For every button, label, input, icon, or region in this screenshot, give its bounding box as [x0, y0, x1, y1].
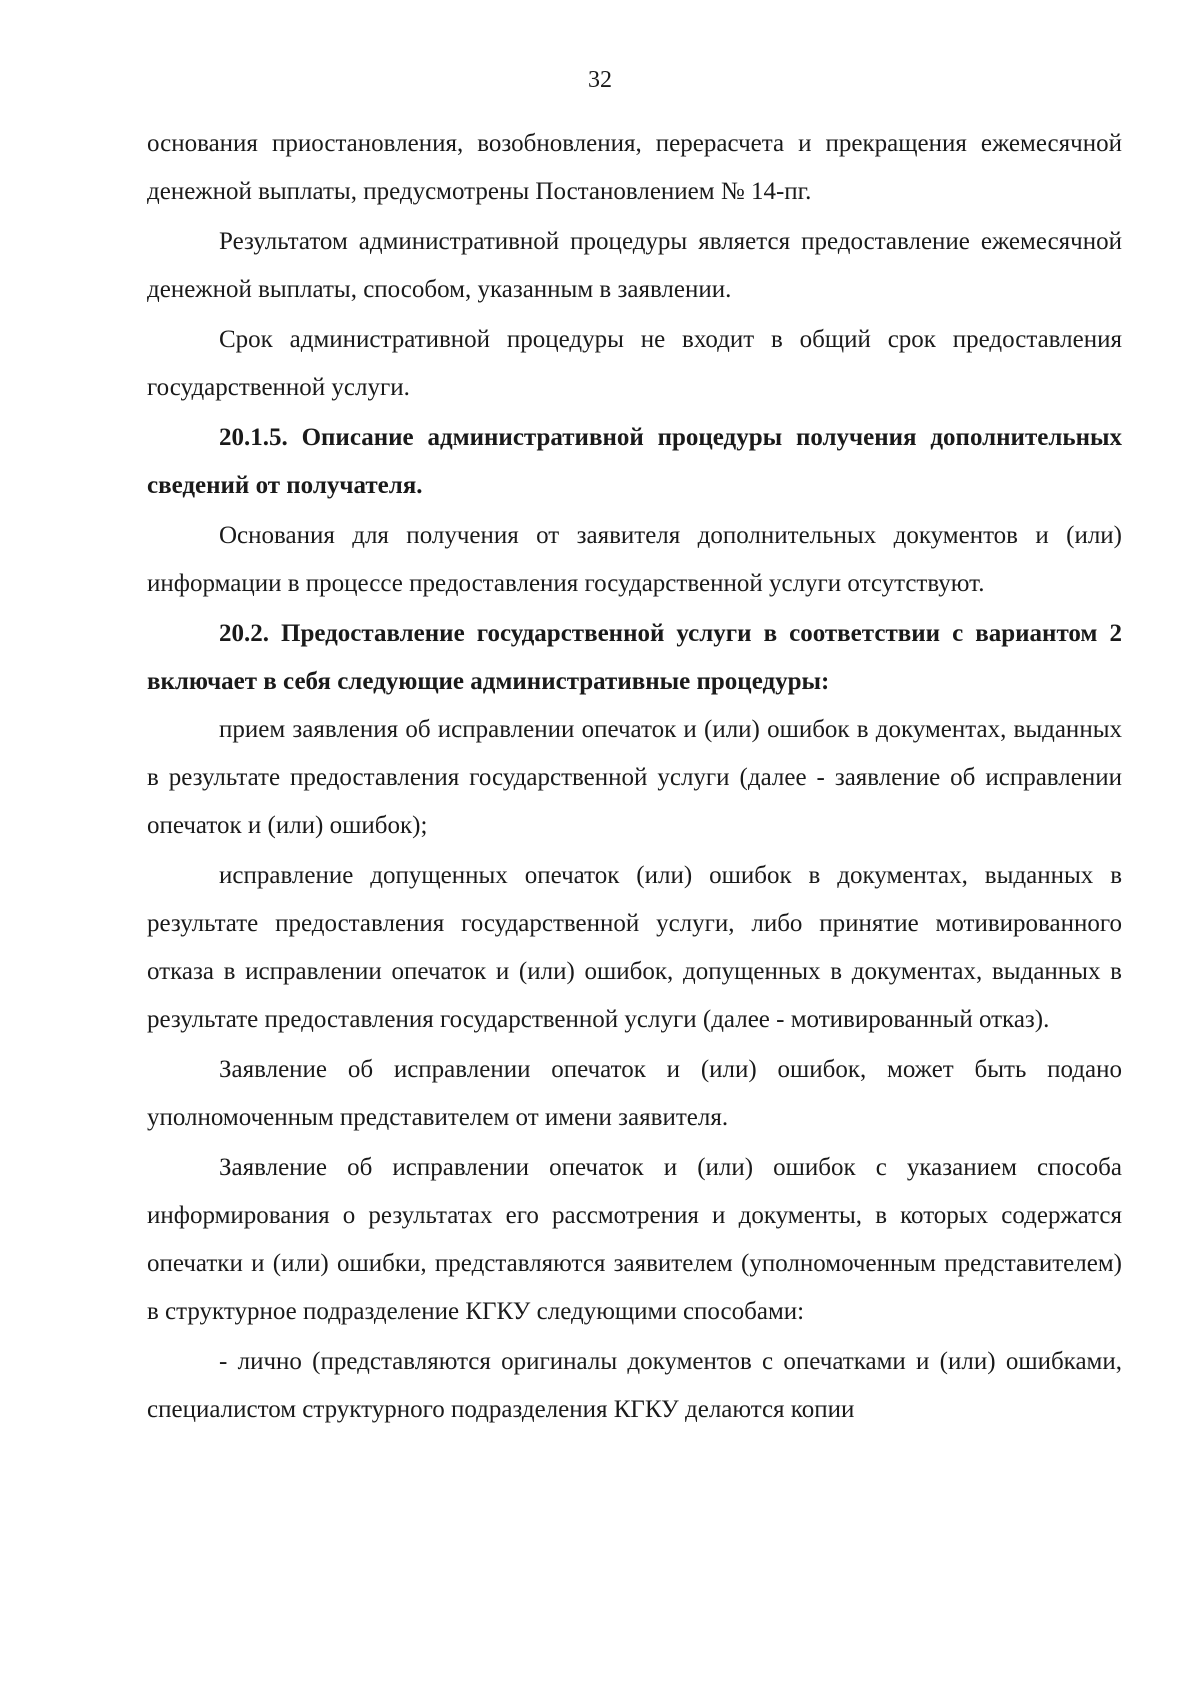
paragraph-9: - лично (представляются оригиналы документов с опечатками и (или) ошибками, специалистом структурного подразделения КГКУ делаются копии — [147, 1348, 1122, 1423]
page-number: 32 — [588, 67, 612, 93]
paragraph-2: Результатом административной процедуры является предоставление ежемесячной денежной выплаты, способом, указанным в заявлении. — [147, 228, 1122, 303]
document-body — [147, 120, 1122, 1434]
paragraph-4: Основания для получения от заявителя дополнительных документов и (или) информации в процессе предоставления государственной услуги отсутствуют. — [147, 522, 1122, 597]
paragraph-8: Заявление об исправлении опечаток и (или) ошибок с указанием способа информирования о результатах его рассмотрения и документы, в которых содержатся опечатки и (или) ошибки, представляются заявителем (уполномоченным представителем) в структурное подразделение КГКУ следующими способами: — [147, 1154, 1122, 1325]
section-heading-20-1-5: 20.1.5. Описание административной процедуры получения дополнительных сведений от получателя. — [147, 424, 1122, 499]
paragraph-6: исправление допущенных опечаток (или) ошибок в документах, выданных в результате предоставления государственной услуги, либо принятие мотивированного отказа в исправлении опечаток и (или) ошибок, допущенных в документах, выданных в результате предоставления государственной услуги (далее - мотивированный отказ). — [147, 862, 1122, 1033]
section-heading-20-2: 20.2. Предоставление государственной услуги в соответствии с вариантом 2 включает в себя следующие административные процедуры: — [147, 620, 1122, 695]
paragraph-5: прием заявления об исправлении опечаток и (или) ошибок в документах, выданных в результате предоставления государственной услуги (далее - заявление об исправлении опечаток и (или) ошибок); — [147, 716, 1122, 839]
paragraph-7: Заявление об исправлении опечаток и (или) ошибок, может быть подано уполномоченным представителем от имени заявителя. — [147, 1056, 1122, 1131]
paragraph-3: Срок административной процедуры не входит в общий срок предоставления государственной услуги. — [147, 326, 1122, 401]
paragraph-1: основания приостановления, возобновления, перерасчета и прекращения ежемесячной денежной выплаты, предусмотрены Постановлением № 14-пг. — [147, 130, 1122, 205]
